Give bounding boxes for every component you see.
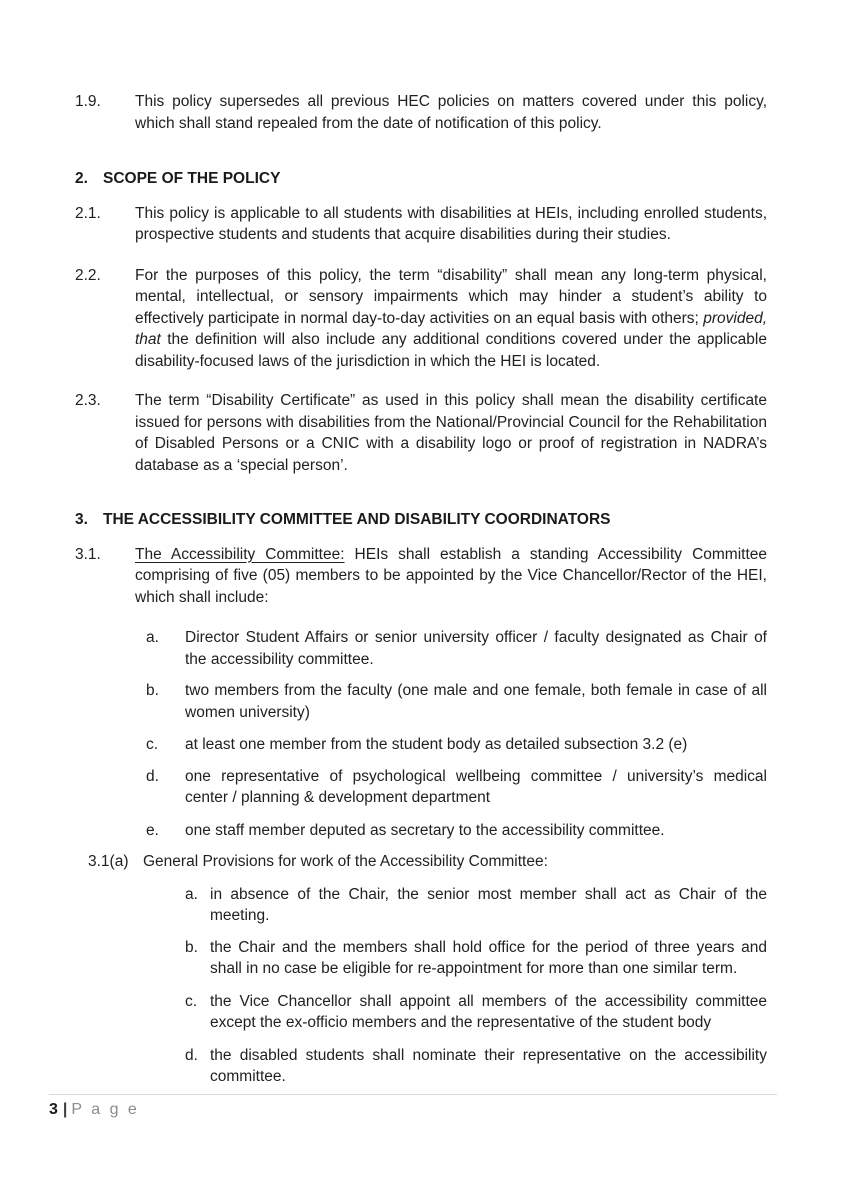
paragraph-text [135, 544, 767, 609]
clause-text: General Provisions for work of the Accessibility Committee: [143, 853, 548, 870]
list-item-text: two members from the faculty (one male and one female, both female in case of all women university) [185, 682, 767, 721]
clause-3-1a [88, 851, 767, 873]
list-marker: d. [185, 1046, 198, 1064]
paragraph-number: 2.1. [75, 204, 101, 222]
list-item-member-a [146, 627, 767, 670]
list-marker: c. [146, 736, 159, 753]
list-item-member-c [146, 734, 767, 756]
paragraph-2-2 [75, 265, 767, 373]
paragraph-2-3 [75, 390, 767, 476]
footer-page-word: P a g e [71, 1101, 140, 1118]
list-item-text: at least one member from the student body as detailed subsection 3.2 (e) [185, 736, 688, 753]
paragraph-text-run: the definition will also include any additional conditions covered under the applicable disability-focused laws of the jurisdiction in which the HEI is located. [135, 331, 767, 370]
paragraph-1-9 [75, 91, 767, 134]
heading-number: 2. [75, 170, 88, 187]
paragraph-2-1 [75, 203, 767, 246]
heading-text: THE ACCESSIBILITY COMMITTEE AND DISABILITY COORDINATORS [103, 511, 611, 528]
section-heading-accessibility-committee [75, 509, 767, 531]
paragraph-text: The term “Disability Certificate” as used in this policy shall mean the disability certificate issued for persons with disabilities from the National/Provincial Council for the Rehabilitation of Disabled Persons or a CNIC with a disability logo or proof of registration in NADRA’s database as a ‘special person’. [135, 392, 767, 474]
paragraph-italic-run: provided, that [135, 309, 767, 348]
paragraph-text: This policy supersedes all previous HEC policies on matters covered under this policy, which shall stand repealed from the date of notification of this policy. [135, 93, 767, 132]
list-item-text: the disabled students shall nominate their representative on the accessibility committee. [210, 1046, 767, 1085]
paragraph-3-1 [75, 544, 767, 609]
list-item-member-d [146, 766, 767, 809]
list-item-text: in absence of the Chair, the senior most member shall act as Chair of the meeting. [210, 885, 767, 924]
paragraph-text: This policy is applicable to all students with disabilities at HEIs, including enrolled students, prospective students and students that acquire disabilities during their studies. [135, 204, 767, 243]
footer-separator: | [62, 1101, 68, 1118]
list-item-text: one staff member deputed as secretary to the accessibility committee. [185, 821, 665, 839]
heading-number: 3. [75, 511, 88, 528]
clause-number: 3.1(a) [88, 853, 129, 870]
list-item-text: one representative of psychological wellbeing committee / university’s medical center / planning & development department [185, 767, 767, 806]
paragraph-number: 1.9. [75, 93, 101, 110]
paragraph-number: 3.1. [75, 545, 101, 563]
list-marker: b. [146, 682, 159, 699]
list-marker: d. [146, 767, 159, 785]
paragraph-text-run: HEIs shall establish a standing Accessibility Committee comprising of five (05) members to be appointed by the Vice Chancellor/Rector of the HEI, which shall include: [135, 545, 768, 606]
list-marker: a. [146, 629, 159, 646]
section-heading-scope [75, 168, 767, 190]
list-item-member-b [146, 680, 767, 723]
list-marker: a. [185, 885, 198, 903]
heading-text: SCOPE OF THE POLICY [103, 170, 281, 187]
list-item-text: the Vice Chancellor shall appoint all members of the accessibility committee except the ex-officio members and the representative of the student body [210, 992, 767, 1031]
list-marker: b. [185, 938, 198, 956]
paragraph-text [135, 265, 767, 373]
list-item-text: Director Student Affairs or senior university officer / faculty designated as Chair of the accessibility committee. [185, 629, 767, 668]
list-marker: c. [185, 992, 198, 1010]
paragraph-text-run: For the purposes of this policy, the term “disability” shall mean any long-term physical, mental, intellectual, or sensory impairments which may hinder a student’s ability to effectively participate in normal day-to-day activities on an equal basis with others; [135, 266, 767, 327]
list-item-provision-c [185, 991, 767, 1034]
paragraph-number: 2.3. [75, 392, 101, 409]
list-item-member-e [146, 820, 767, 842]
page-footer [49, 1094, 777, 1120]
list-item-text: the Chair and the members shall hold office for the period of three years and shall in no case be eligible for re-appointment for more than one similar term. [210, 938, 767, 977]
page-number: 3 [49, 1101, 58, 1118]
list-marker: e. [146, 821, 159, 839]
paragraph-number: 2.2. [75, 266, 101, 284]
paragraph-underlined-run: The Accessibility Committee: [135, 545, 345, 563]
list-item-provision-a [185, 884, 767, 927]
list-item-provision-d [185, 1045, 767, 1088]
list-item-provision-b [185, 937, 767, 980]
